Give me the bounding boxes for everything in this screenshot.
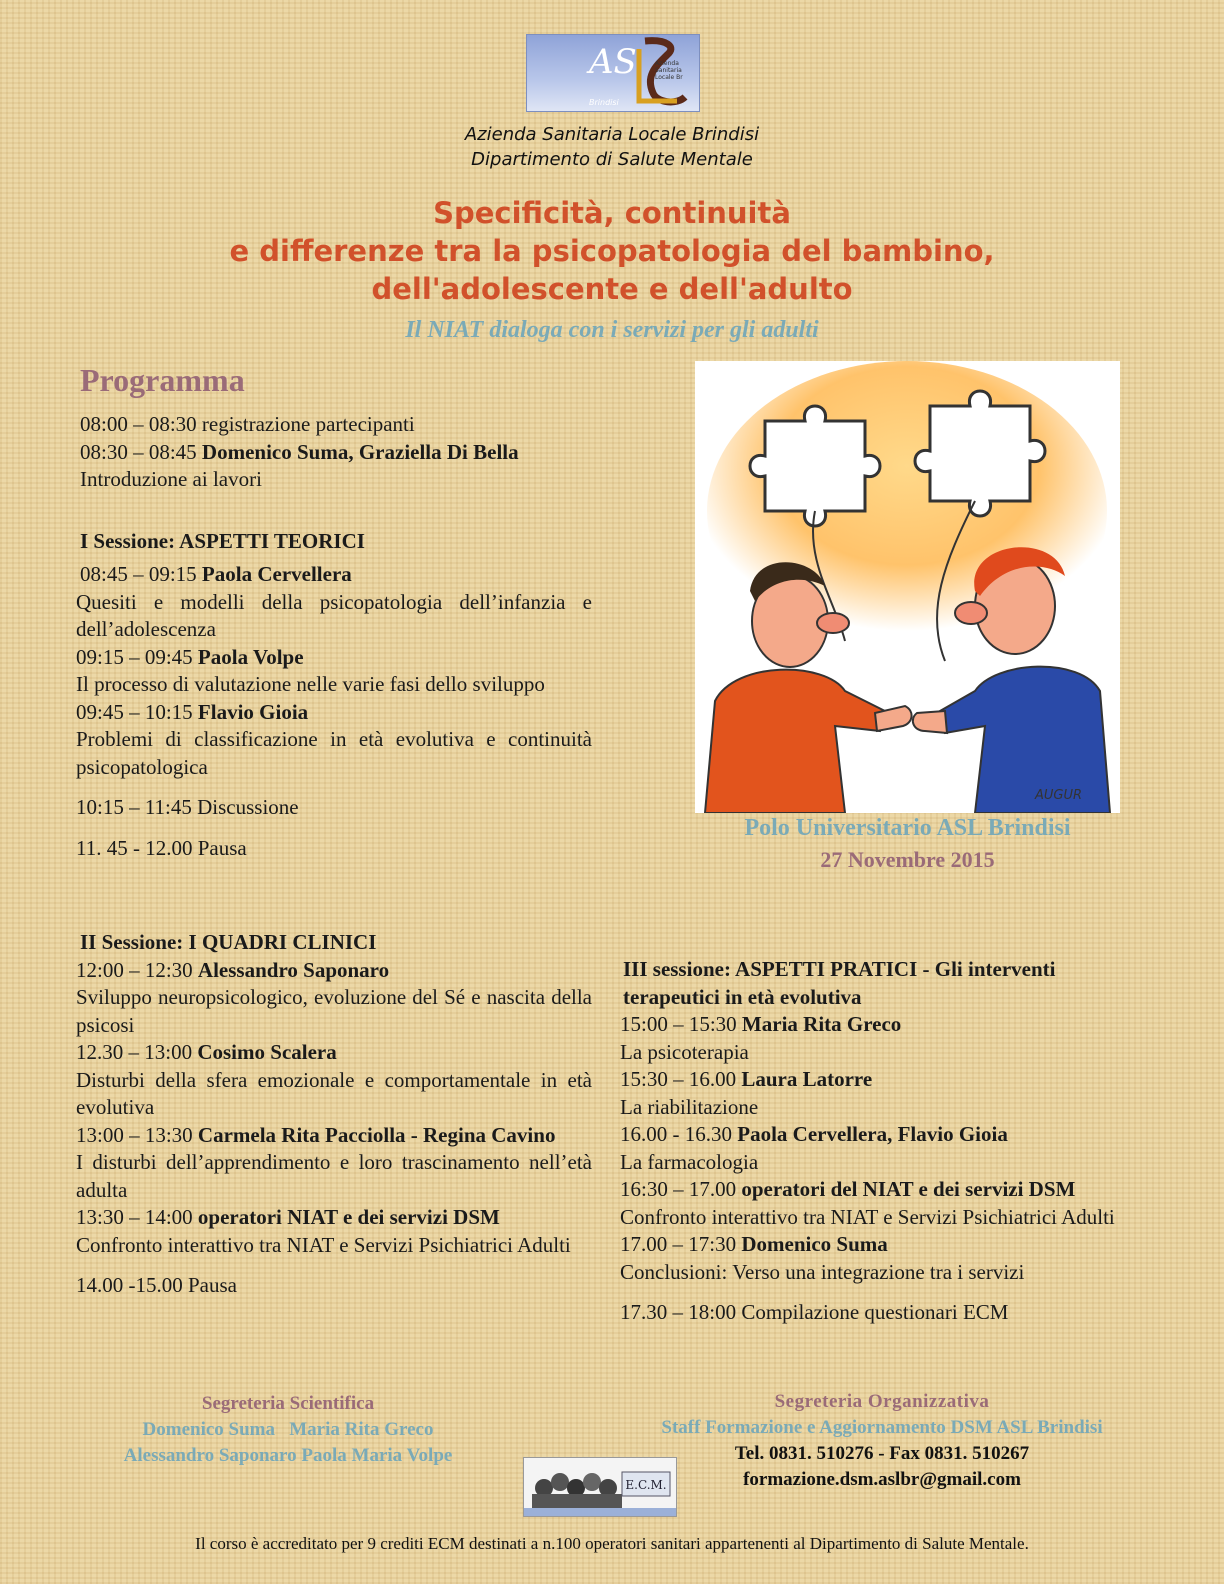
session-3-item-3-desc: La farmacologia <box>620 1149 759 1174</box>
title-line-3: dell'adolescente e dell'adulto <box>371 272 853 306</box>
contact-email[interactable]: formazione.dsm.aslbr@gmail.com <box>743 1469 1021 1490</box>
asl-logo-graphic <box>527 35 699 111</box>
title-line-1: Specificità, continuità <box>433 196 791 230</box>
session-1-item-3-desc: Problemi di classificazione in età evolutiva e continuità psicopatologica <box>76 727 592 779</box>
session-1 <box>80 528 596 556</box>
intro-block <box>80 411 592 494</box>
session-3-item-5-desc: Conclusioni: Verso una integrazione tra i servizi <box>620 1259 1025 1284</box>
illustration-graphic <box>695 361 1120 813</box>
intro-description: Introduzione ai lavori <box>80 467 262 491</box>
ecm-logo-graphic <box>524 1458 676 1516</box>
session-2-item-3: 13:00 – 13:30 Carmela Rita Pacciolla - Regina Cavino <box>76 1122 556 1147</box>
title-line-2: e differenze tra la psicopatologia del bambino, <box>229 234 995 268</box>
session-1-item-2-desc: Il processo di valutazione nelle varie fasi dello sviluppo <box>76 672 545 696</box>
session-3-item-4: 16:30 – 17.00 operatori del NIAT e dei servizi DSM <box>620 1177 1076 1201</box>
logo-text-3: Locale Br <box>655 74 683 81</box>
ecm-logo <box>523 1457 677 1517</box>
session-2-item-2: 12.30 – 13:00 Cosimo Scalera <box>76 1040 337 1064</box>
organization-name: Azienda Sanitaria Locale Brindisi <box>464 124 760 145</box>
ecm-logo-text: E.C.M. <box>625 1478 667 1492</box>
session-1-item-1-desc: Quesiti e modelli della psicopatologia dell’infanzia e dell’adolescenza <box>76 589 592 641</box>
logo-city: Brindisi <box>589 98 619 107</box>
session-2-item-4: 13:30 – 14:00 operatori NIAT e dei servizi DSM <box>76 1205 500 1229</box>
session-2-item-4-desc: Confronto interattivo tra NIAT e Servizi Psichiatrici Adulti <box>76 1232 571 1257</box>
session-1-discussion: 10:15 – 11:45 Discussione <box>76 795 299 819</box>
session-1-item-2: 09:15 – 09:45 Paola Volpe <box>76 644 304 669</box>
session-1-item-1: 08:45 – 09:15 Paola Cervellera <box>80 562 352 586</box>
session-2 <box>76 929 592 1300</box>
logo-text-2: Sanitaria <box>655 67 682 74</box>
session-3-item-4-desc: Confronto interattivo tra NIAT e Servizi Psichiatrici Adulti <box>620 1204 1115 1229</box>
intro-registration: 08:00 – 08:30 registrazione partecipanti <box>80 412 415 436</box>
session-3-item-5: 17.00 – 17:30 Domenico Suma <box>620 1232 888 1256</box>
session-3-item-1-desc: La psicoterapia <box>620 1039 749 1064</box>
segreteria-scientifica-heading: Segreteria Scientifica <box>201 1393 375 1414</box>
session-3-item-2-desc: La riabilitazione <box>620 1094 759 1119</box>
accreditation-note: Il corso è accreditato per 9 crediti ECM destinati a n.100 operatori sanitari appartenenti al Dipartimento di Salute Mentale. <box>195 1534 1029 1553</box>
segreteria-organizzativa-staff: Staff Formazione e Aggiornamento DSM ASL Brindisi <box>661 1417 1103 1438</box>
department-name: Dipartimento di Salute Mentale <box>471 149 753 170</box>
asl-logo <box>526 34 700 112</box>
session-3 <box>620 956 1143 1327</box>
session-2-item-1-desc: Sviluppo neuropsicologico, evoluzione del Sé e nascita della psicosi <box>76 985 592 1037</box>
session-2-heading: II Sessione: I QUADRI CLINICI <box>80 930 377 954</box>
session-1-item-3: 09:45 – 10:15 Flavio Gioia <box>76 699 309 724</box>
session-1-heading: I Sessione: ASPETTI TEORICI <box>80 529 365 553</box>
handshake-puzzle-illustration <box>695 361 1120 813</box>
session-3-ecm: 17.30 – 18:00 Compilazione questionari ECM <box>620 1300 1009 1324</box>
segreteria-scientifica <box>90 1391 486 1469</box>
venue-place: Polo Universitario ASL Brindisi <box>744 815 1071 841</box>
session-3-item-3: 16.00 - 16.30 Paola Cervellera, Flavio Gioia <box>620 1122 1008 1146</box>
subtitle: Il NIAT dialoga con i servizi per gli adulti <box>405 317 819 343</box>
intro-welcome: 08:30 – 08:45 Domenico Suma, Graziella Di Bella <box>80 439 519 464</box>
segreteria-organizzativa-heading: Segreteria Organizzativa <box>774 1391 990 1412</box>
intro-speakers: Domenico Suma, Graziella Di Bella <box>201 439 519 464</box>
session-1-items <box>76 561 592 862</box>
session-3-heading: III sessione: ASPETTI PRATICI - Gli interventi terapeutici in età evolutiva <box>623 957 1056 1009</box>
segreteria-scientifica-line-2: Alessandro Saponaro Paola Maria Volpe <box>123 1445 453 1466</box>
programma-heading: Programma <box>80 362 245 398</box>
venue-date: 27 Novembre 2015 <box>820 847 995 872</box>
session-2-item-3-desc: I disturbi dell’apprendimento e loro trascinamento nell’età adulta <box>76 1150 592 1202</box>
segreteria-organizzativa <box>620 1389 1144 1493</box>
illustration-signature: AUGUR <box>1035 788 1083 803</box>
session-3-item-1: 15:00 – 15:30 Maria Rita Greco <box>620 1012 902 1036</box>
session-3-item-2: 15:30 – 16.00 Laura Latorre <box>620 1067 873 1091</box>
session-2-pause: 14.00 -15.00 Pausa <box>76 1273 237 1297</box>
logo-text-1: Azienda <box>655 60 679 67</box>
session-2-item-2-desc: Disturbi della sfera emozionale e comportamentale in età evolutiva <box>76 1067 592 1119</box>
session-2-item-1: 12:00 – 12:30 Alessandro Saponaro <box>76 957 390 982</box>
logo-letters: AS <box>589 42 637 82</box>
segreteria-scientifica-line-1: Domenico Suma Maria Rita Greco <box>142 1419 434 1440</box>
contact-phone-fax: Tel. 0831. 510276 - Fax 0831. 510267 <box>734 1443 1030 1464</box>
session-1-pause: 11. 45 - 12.00 Pausa <box>76 835 247 860</box>
